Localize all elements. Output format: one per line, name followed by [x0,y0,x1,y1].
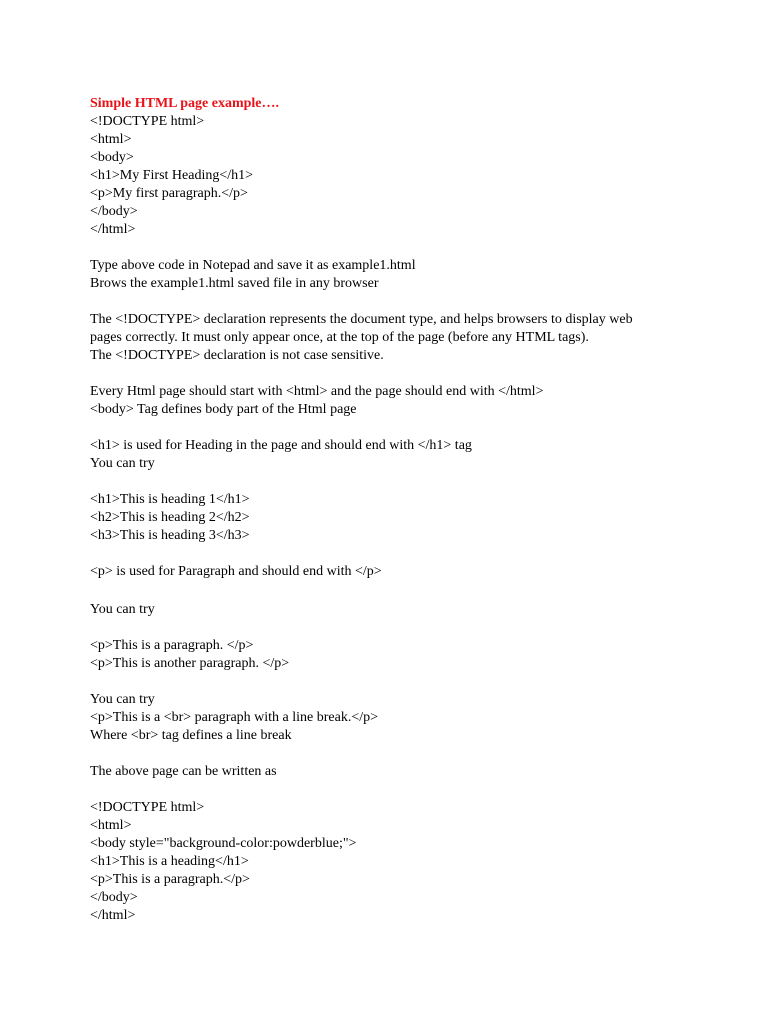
instructions [90,257,730,293]
code-line: <html> [90,132,132,147]
text-line: Type above code in Notepad and save it as example1.html [90,258,416,273]
code-line: <!DOCTYPE html> [90,800,205,815]
code-line: <h1>This is a heading</h1> [90,854,249,869]
text-line: Every Html page should start with <html> and the page should end with </html> [90,384,544,399]
text-line: <h1> is used for Heading in the page and should end with </h1> tag [90,438,472,453]
code-line: <p>This is a <br> paragraph with a line break.</p> [90,710,379,725]
page-title: Simple HTML page example…. [90,96,279,111]
code-line: </body> [90,890,138,905]
code-line: </body> [90,204,138,219]
code-line: <!DOCTYPE html> [90,114,205,129]
text-line: The <!DOCTYPE> declaration represents the document type, and helps browsers to display web [90,312,633,327]
above-page-text: The above page can be written as [90,764,277,779]
code-line: <p>This is a paragraph.</p> [90,872,250,887]
code-example-2 [90,799,730,925]
code-line: </html> [90,222,136,237]
code-line: <p>This is a paragraph. </p> [90,638,254,653]
code-line: <h1>My First Heading</h1> [90,168,254,183]
code-line: <html> [90,818,132,833]
paragraph-code [90,637,730,673]
code-line: <h2>This is heading 2</h2> [90,510,250,525]
text-line: pages correctly. It must only appear once, at the top of the page (before any HTML tags). [90,330,589,345]
text-line: You can try [90,456,155,471]
code-line: <p>This is another paragraph. </p> [90,656,290,671]
code-line: <p>My first paragraph.</p> [90,186,248,201]
br-section [90,691,730,745]
code-line: </html> [90,908,136,923]
text-line: You can try [90,692,155,707]
document-page [90,95,730,925]
text-line: The <!DOCTYPE> declaration is not case sensitive. [90,348,384,363]
code-line: <h3>This is heading 3</h3> [90,528,250,543]
code-line: <body style="background-color:powderblue;"> [90,836,357,851]
p-paragraph: <p> is used for Paragraph and should end with </p> [90,564,382,579]
code-line: <body> [90,150,134,165]
headings-code [90,491,730,545]
text-line: Brows the example1.html saved file in any browser [90,276,379,291]
html-paragraph [90,383,730,419]
try-label: You can try [90,602,155,617]
code-example-1 [90,113,730,239]
text-line: Where <br> tag defines a line break [90,728,292,743]
code-line: <h1>This is heading 1</h1> [90,492,250,507]
text-line: <body> Tag defines body part of the Html page [90,402,357,417]
h1-paragraph [90,437,730,473]
doctype-paragraph [90,311,730,365]
